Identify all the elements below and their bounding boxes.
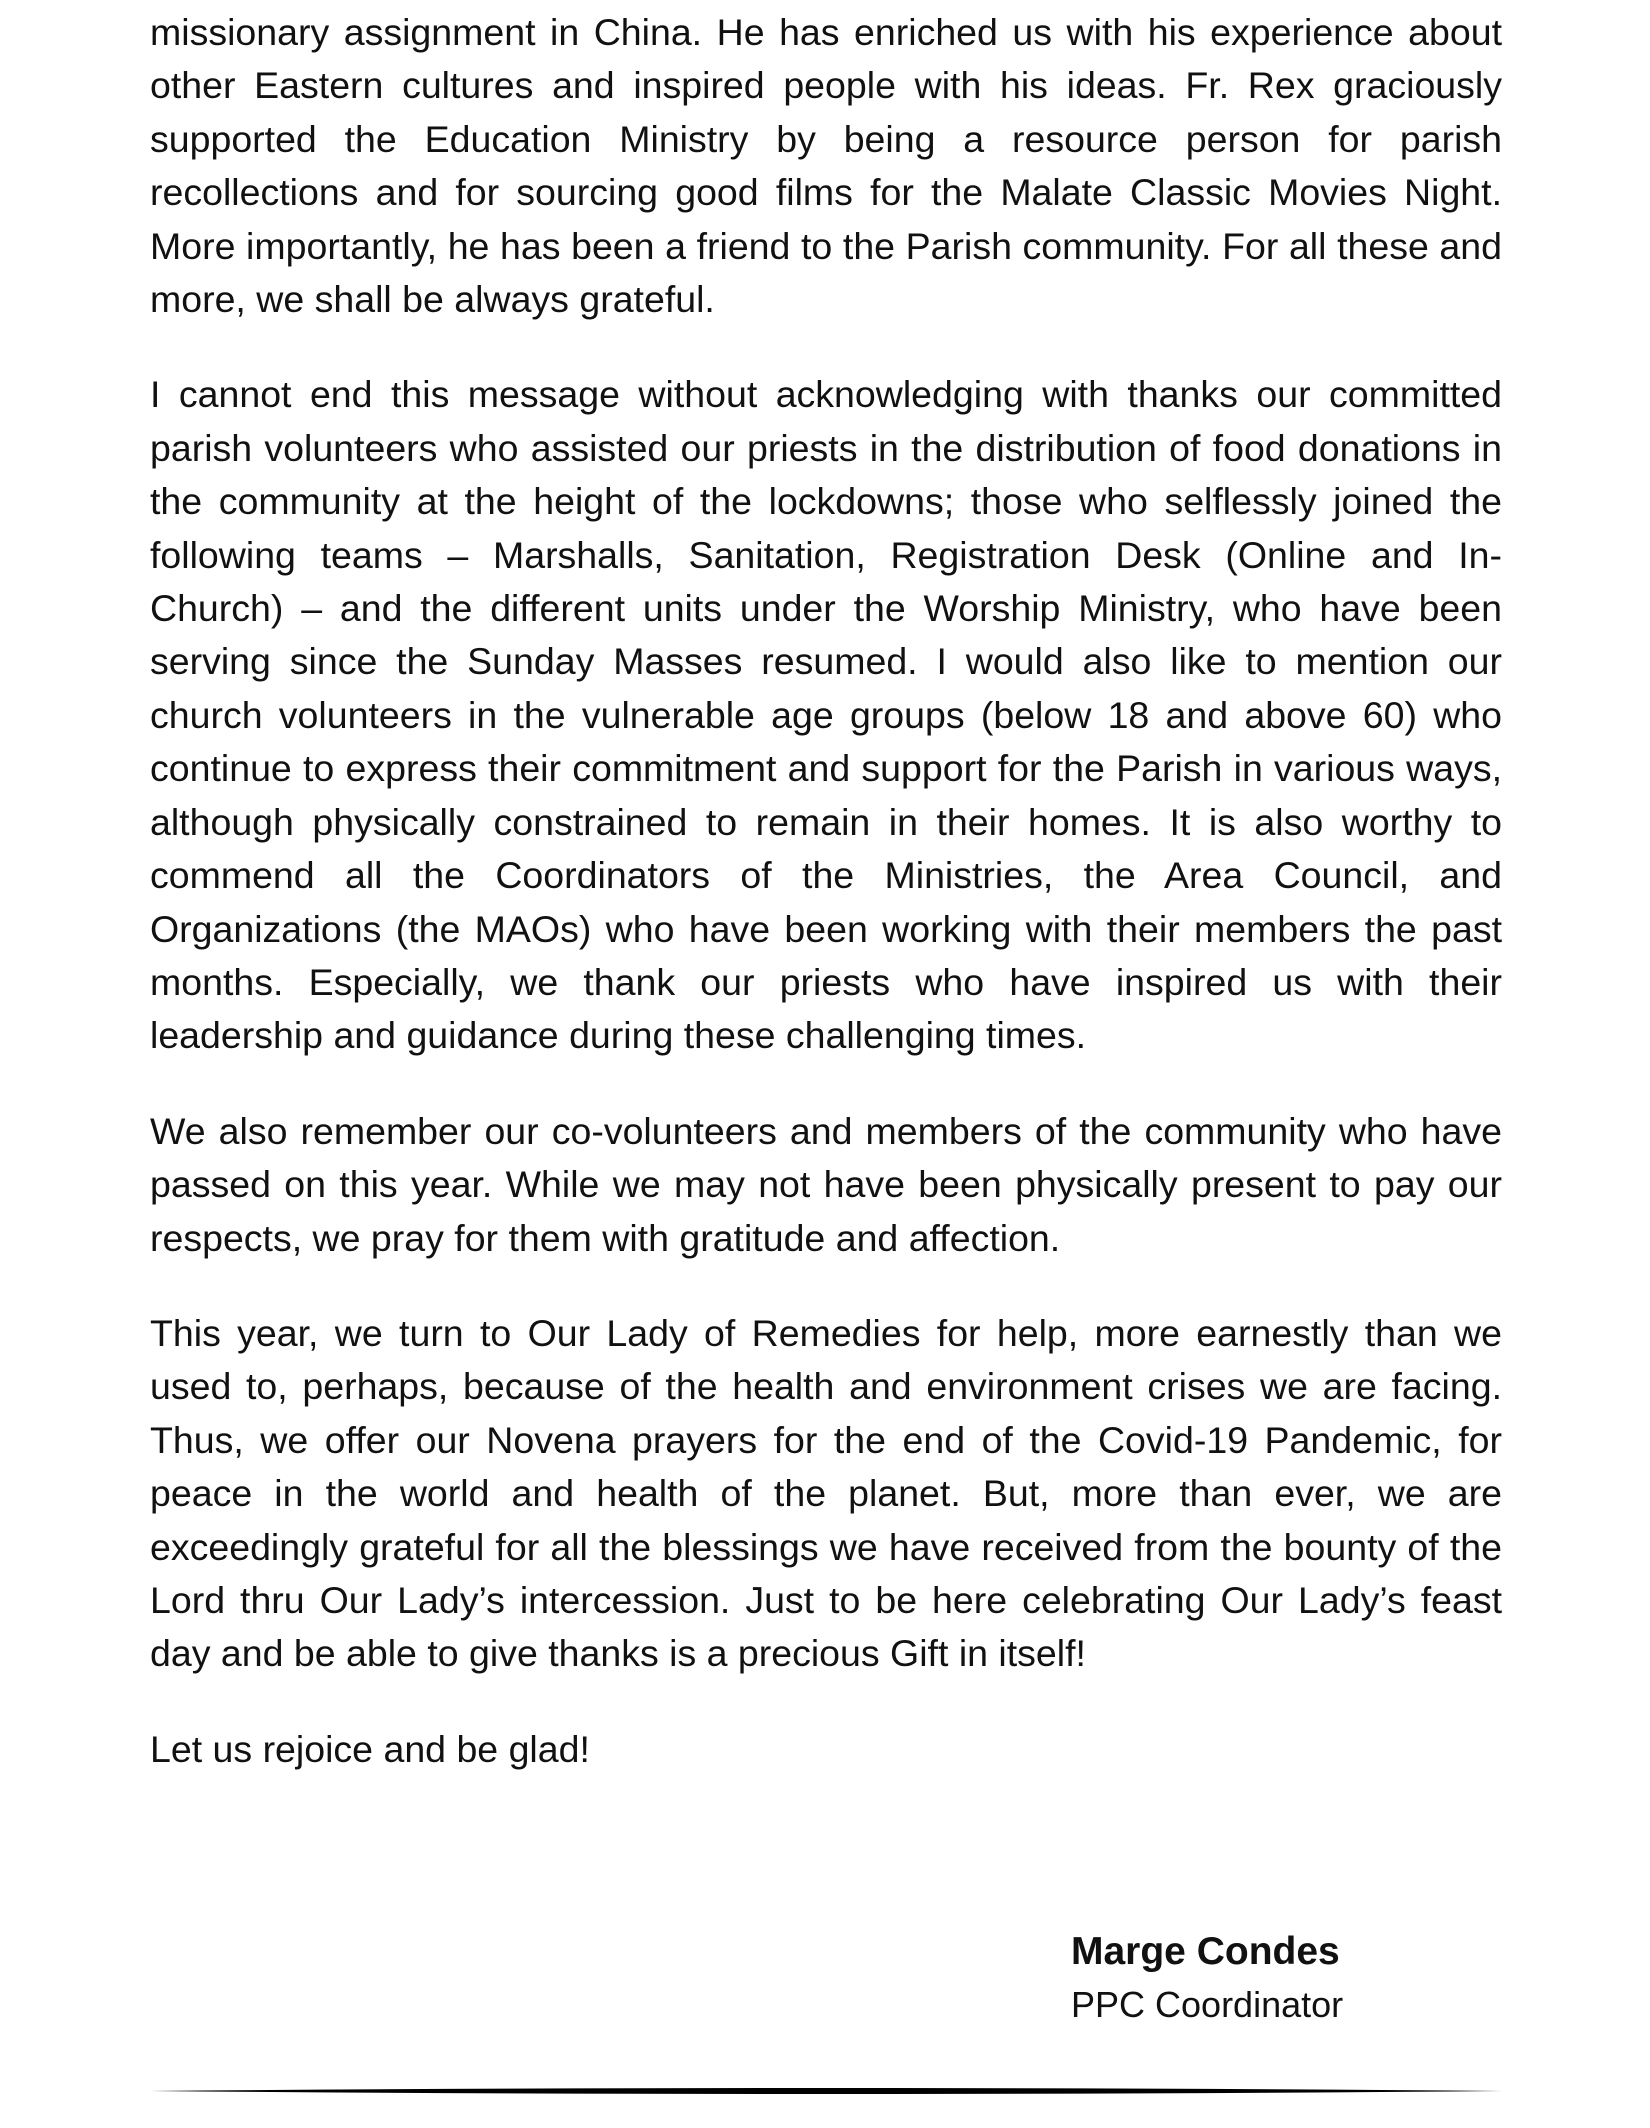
closing-line: Let us rejoice and be glad! <box>150 1727 590 1770</box>
tapered-divider-shape <box>150 2085 1502 2097</box>
tapered-divider <box>150 2085 1502 2097</box>
signatory-title: PPC Coordinator <box>1071 1984 1344 2025</box>
signatory-name: Marge Condes <box>1071 1930 1340 1973</box>
signature-block <box>1071 1926 1491 2032</box>
paragraph-volunteers-thanks: I cannot end this message without acknowledging with thanks our committed parish volunteers who assisted our priests in the distribution of food donations in the community at the height of the lockdowns; those who selflessly joined the following teams – Marshalls, Sanitation, Registration Desk (Online and In-Church) – and the different units under the Worship Ministry, who have been serving since the Sunday Masses resumed. I would also like to mention our church volunteers in the vulnerable age groups (below 18 and above 60) who continue to express their commitment and support for the Parish in various ways, although physically constrained to remain in their homes. It is also worthy to commend all the Coordinators of the Ministries, the Area Council, and Organizations (the MAOs) who have been working with their members the past months. Especially, we thank our priests who have inspired us with their leadership and guidance during these challenging times. <box>150 373 1502 1057</box>
paragraph-our-lady-of-remedies: This year, we turn to Our Lady of Remedies for help, more earnestly than we used to, perhaps, because of the health and environment crises we are facing. Thus, we offer our Novena prayers for the end of the Covid-19 Pandemic, for peace in the world and health of the planet. But, more than ever, we are exceedingly grateful for all the blessings we have received from the bounty of the Lord thru Our Lady’s intercession. Just to be here celebrating Our Lady’s feast day and be able to give thanks is a precious Gift in itself! <box>150 1311 1502 1675</box>
paragraph-remembrance: We also remember our co-volunteers and members of the community who have passed on this year. While we may not have been physically present to pay our respects, we pray for them with gratitude and affection. <box>150 1109 1502 1259</box>
letter-body <box>150 6 1502 1776</box>
paragraph-china-assignment: missionary assignment in China. He has enriched us with his experience about other Eastern cultures and inspired people with his ideas. Fr. Rex graciously supported the Education Ministry by being a resource person for parish recollections and for sourcing good films for the Malate Classic Movies Night. More importantly, he has been a friend to the Parish community. For all these and more, we shall be always grateful. <box>150 11 1502 321</box>
